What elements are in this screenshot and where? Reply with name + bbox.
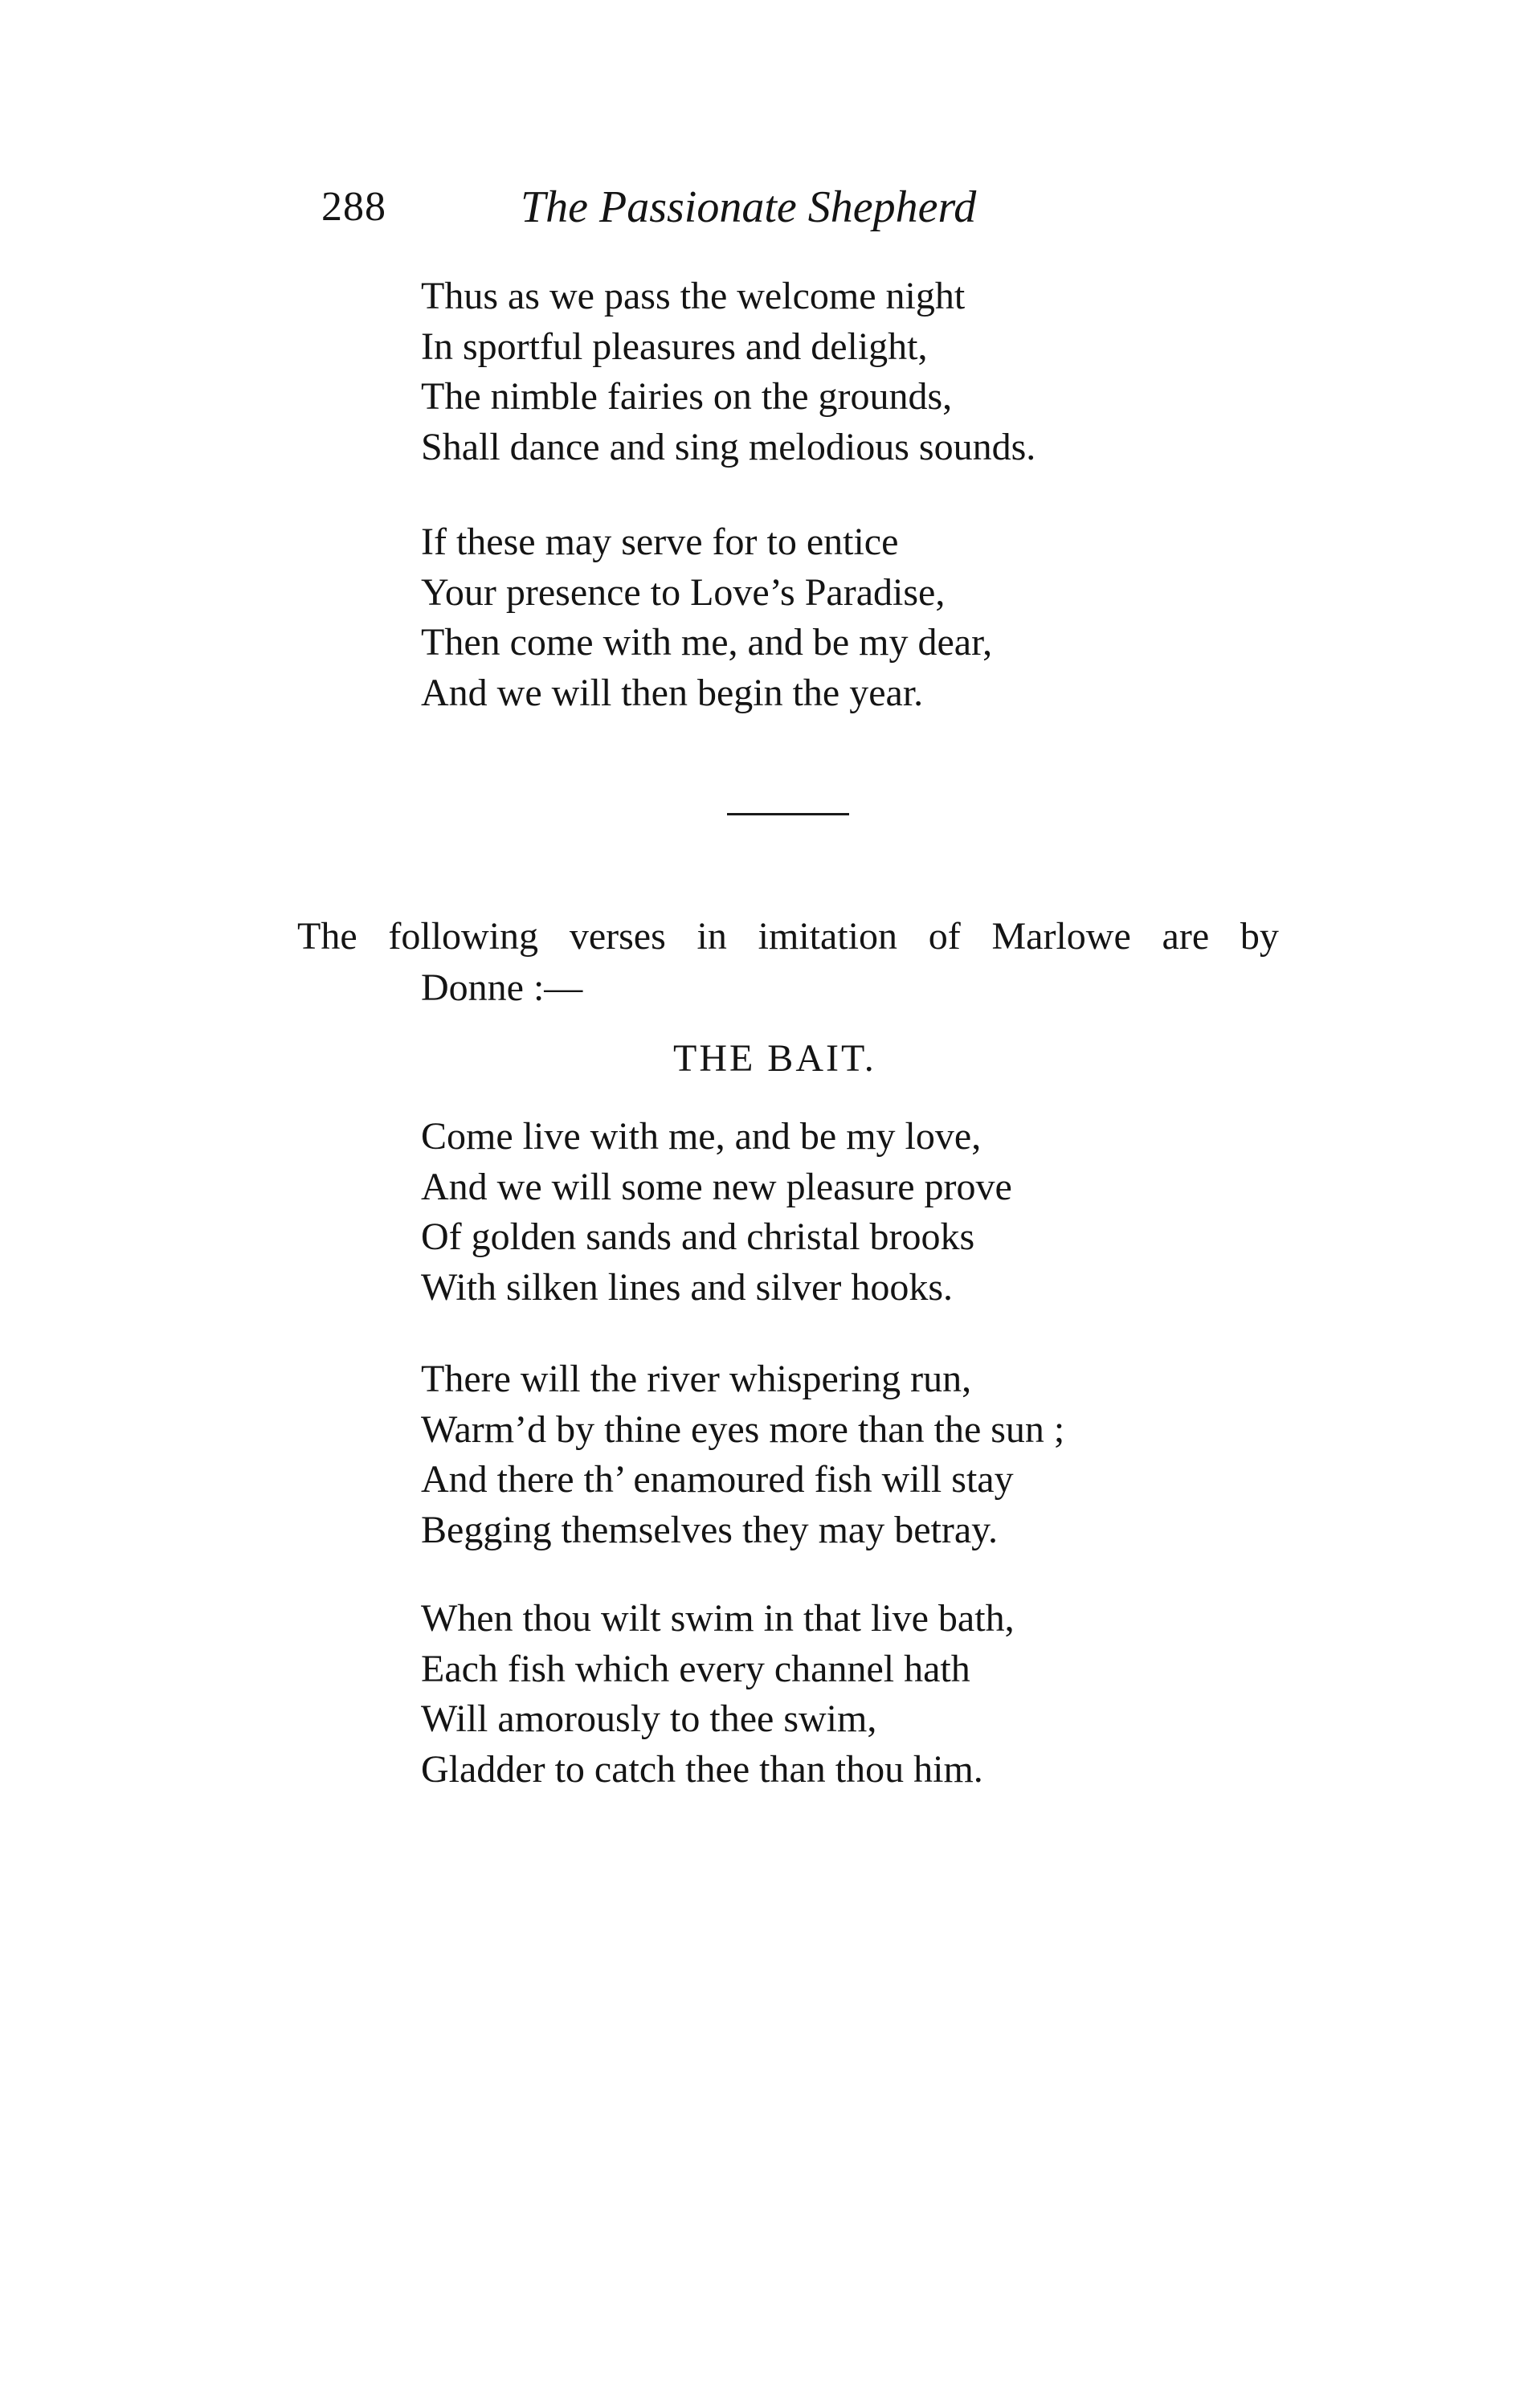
verse-line: When thou wilt swim in that live bath, bbox=[421, 1597, 1015, 1640]
verse-line: Of golden sands and christal brooks bbox=[421, 1215, 975, 1258]
section-divider bbox=[727, 813, 849, 815]
intro-word: of bbox=[928, 915, 961, 958]
verse-line: Gladder to catch thee than thou him. bbox=[421, 1747, 983, 1791]
verse-line: And there th’ enamoured fish will stay bbox=[421, 1458, 1014, 1501]
verse-line: Shall dance and sing melodious sounds. bbox=[421, 425, 1036, 468]
intro-line: Donne :— bbox=[421, 966, 583, 1009]
stanza bbox=[421, 517, 1305, 718]
intro-word: in bbox=[696, 915, 727, 958]
intro-word: The bbox=[297, 915, 357, 958]
verse-line: The nimble fairies on the grounds, bbox=[421, 375, 953, 418]
verse-line: Your presence to Love’s Paradise, bbox=[421, 570, 946, 614]
verse-line: And we will some new pleasure prove bbox=[421, 1165, 1012, 1208]
page-number: 288 bbox=[321, 184, 386, 230]
stanza bbox=[421, 1594, 1305, 1795]
verse-line: Each fish which every channel hath bbox=[421, 1647, 970, 1690]
intro-word: following bbox=[388, 915, 539, 958]
stanza bbox=[421, 1354, 1305, 1555]
verse-line: Will amorously to thee swim, bbox=[421, 1697, 877, 1740]
verse-line: If these may serve for to entice bbox=[421, 521, 899, 563]
running-head bbox=[321, 175, 1125, 239]
intro-word: are bbox=[1162, 915, 1210, 958]
intro-word: Marlowe bbox=[991, 915, 1131, 958]
stanza bbox=[421, 1112, 1305, 1313]
verse-line: And we will then begin the year. bbox=[421, 671, 924, 714]
verse-line: Thus as we pass the welcome night bbox=[421, 275, 966, 317]
intro-line bbox=[297, 911, 1279, 962]
verse-line: In sportful pleasures and delight, bbox=[421, 325, 928, 368]
stanza bbox=[421, 272, 1305, 472]
verse-line: There will the river whispering run, bbox=[421, 1358, 972, 1400]
running-title: The Passionate Shepherd bbox=[521, 182, 977, 232]
verse-line: Begging themselves they may betray. bbox=[421, 1508, 999, 1551]
verse-line: Come live with me, and be my love, bbox=[421, 1115, 982, 1158]
verse-line: Warm’d by thine eyes more than the sun ; bbox=[421, 1407, 1065, 1451]
intro-word: imitation bbox=[758, 915, 897, 958]
intro-word: verses bbox=[569, 915, 666, 958]
verse-line: Then come with me, and be my dear, bbox=[421, 621, 993, 664]
intro-paragraph bbox=[297, 911, 1279, 1014]
poem-title: THE BAIT. bbox=[673, 1037, 876, 1080]
intro-word: by bbox=[1240, 915, 1279, 958]
verse-line: With silken lines and silver hooks. bbox=[421, 1265, 953, 1309]
